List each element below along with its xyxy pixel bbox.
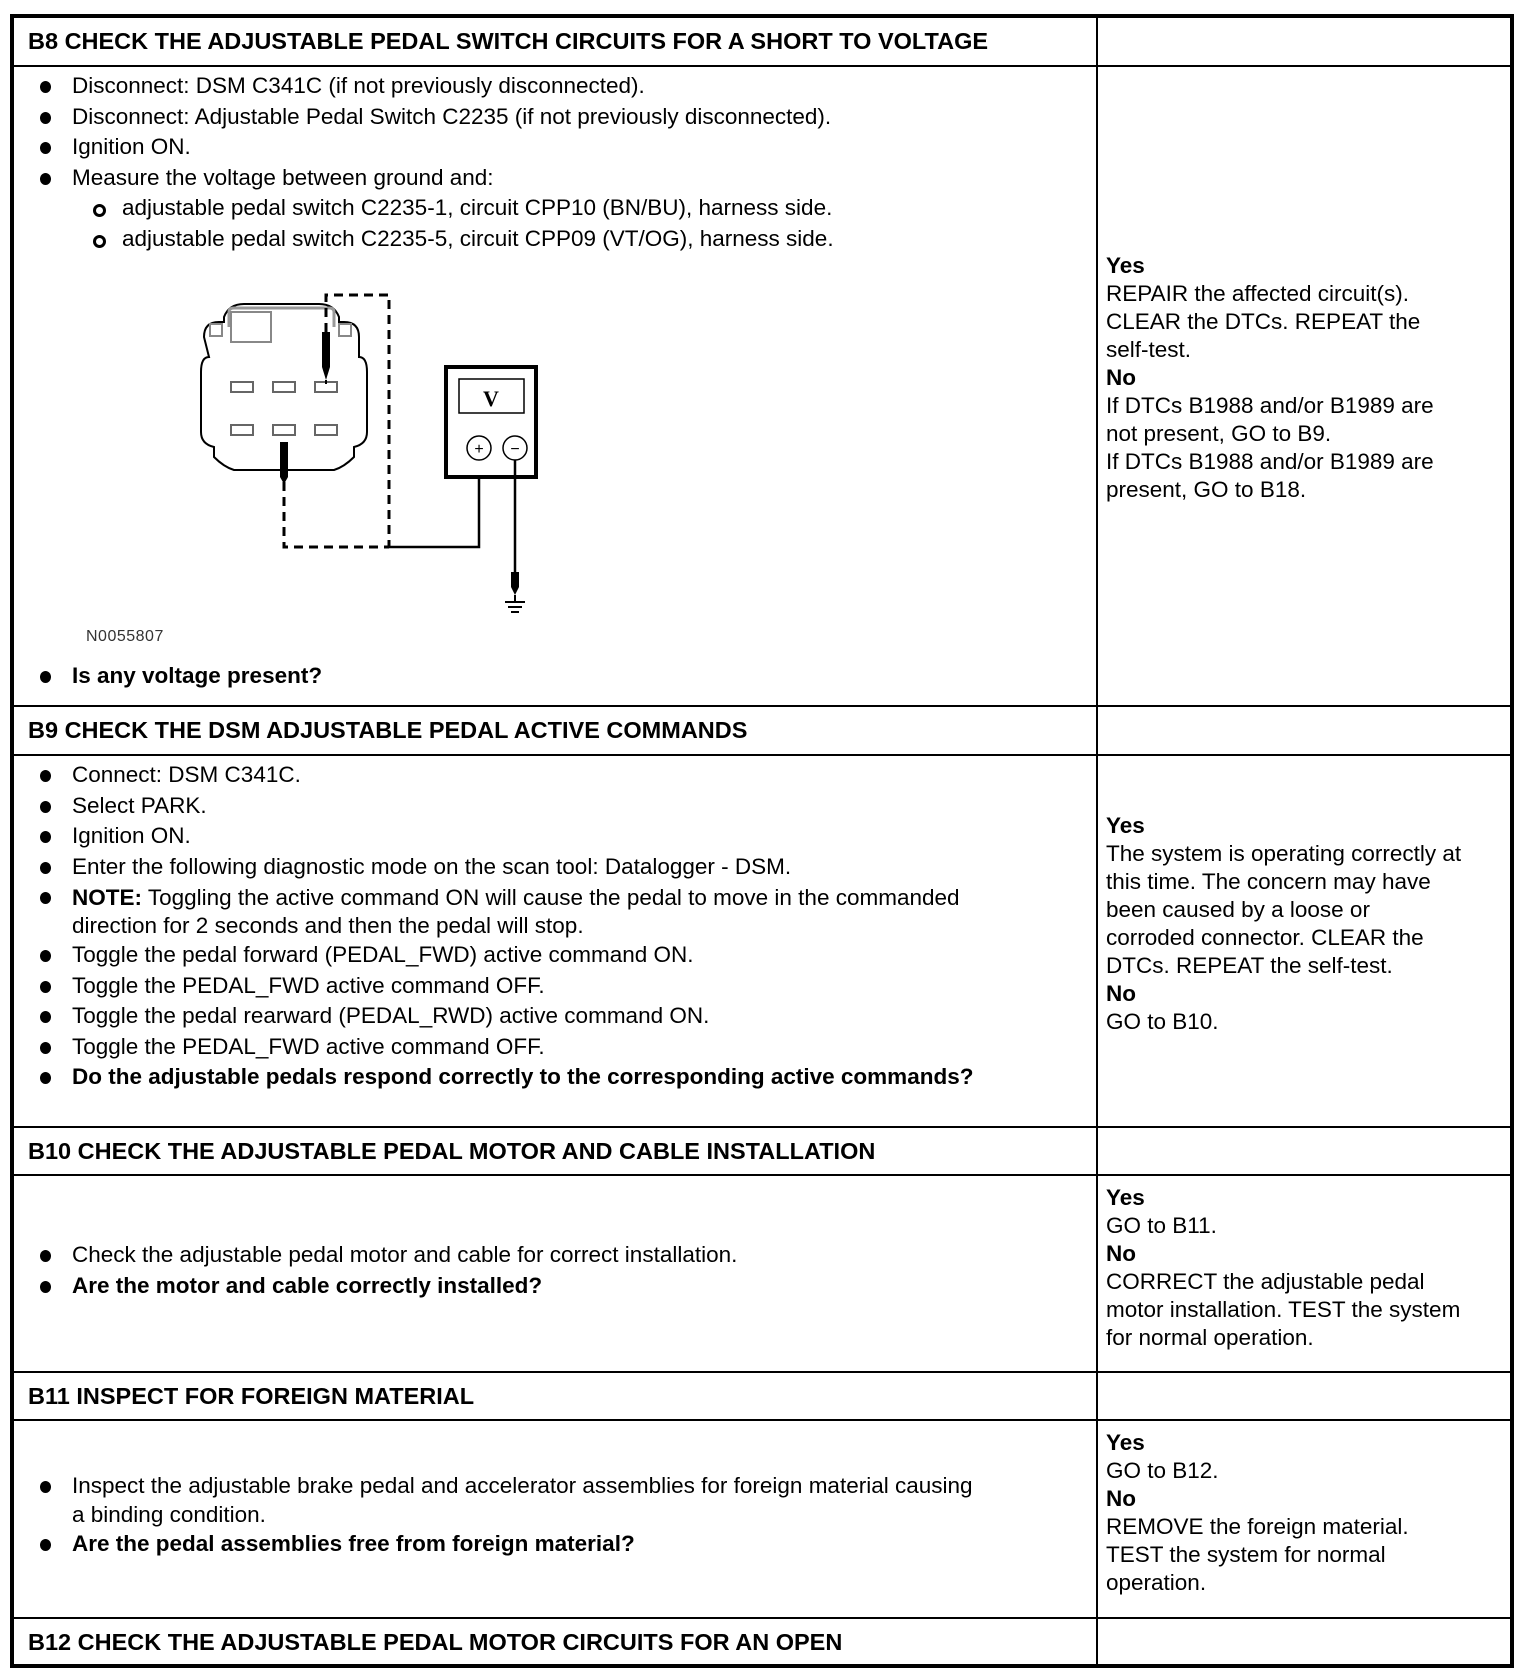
yes-text: CLEAR the DTCs. REPEAT the [1106,309,1421,334]
question-text: Do the adjustable pedals respond correctly to the corresponding active commands? [72,1064,974,1089]
step-text: Toggle the pedal rearward (PEDAL_RWD) active command ON. [72,1003,710,1028]
bullet-icon [40,1539,51,1551]
b12-header-cell [14,1619,1098,1664]
step-text: Enter the following diagnostic mode on the scan tool: Datalogger - DSM. [72,853,792,879]
list-item [14,821,1096,852]
meter-label: V [483,386,499,411]
yes-text: GO to B12. [1106,1458,1219,1483]
question-text: Is any voltage present? [72,663,323,688]
step-text: Disconnect: DSM C341C (if not previously disconnected). [72,73,645,98]
list-item [14,940,1096,971]
no-text: If DTCs B1988 and/or B1989 are [1106,449,1434,474]
bullet-icon [40,142,51,154]
bullet-icon [40,1072,51,1084]
b9-result-cell [1098,756,1510,1126]
b8-steps-cell [14,67,1098,705]
substep-text: adjustable pedal switch C2235-1, circuit CPP10 (BN/BU), harness side. [122,195,833,220]
probe-icon [322,332,330,380]
list-item [14,163,1096,194]
step-text: Toggle the PEDAL_FWD active command OFF. [72,1033,545,1059]
b12-header-row [14,1619,1510,1664]
bullet-icon [40,81,51,93]
b11-result-cell [1098,1421,1510,1617]
bullet-icon [40,173,51,185]
bullet-icon [40,892,51,904]
list-item [14,132,1096,163]
bullet-icon [40,981,51,993]
no-text: for normal operation. [1106,1325,1314,1350]
ground-symbol-icon [505,595,525,612]
yes-text: self-test. [1106,337,1192,362]
step-text: Inspect the adjustable brake pedal and accelerator assemblies for foreign material causing [72,1473,973,1498]
list-item [14,193,1096,224]
note-label: NOTE: [72,885,142,910]
no-text: REMOVE the foreign material. [1106,1514,1409,1539]
no-text: CORRECT the adjustable pedal [1106,1269,1425,1294]
no-text: not present, GO to B9. [1106,421,1332,446]
no-label: No [1106,1241,1136,1266]
b8-header-result-cell [1098,18,1510,65]
b11-answers [1098,1429,1409,1597]
b10-result-cell [1098,1176,1510,1371]
list-item [14,1062,1096,1093]
list-item [14,71,1096,102]
yes-text: The system is operating correctly at [1106,841,1462,866]
bullet-icon [40,801,51,813]
b9-header-result-cell [1098,707,1510,754]
no-label: No [1106,1486,1136,1511]
step-text: Ignition ON. [72,823,191,848]
list-item [14,791,1096,822]
yes-text: this time. The concern may have [1106,869,1431,894]
diagnostic-table [10,14,1514,1668]
no-text: motor installation. TEST the system [1106,1297,1461,1322]
meter-plus: + [474,441,484,458]
yes-label: Yes [1106,813,1145,838]
yes-text: been caused by a loose or [1106,897,1370,922]
list-item [14,102,1096,133]
b11-step-list [14,1471,1096,1560]
list-item [14,882,1096,940]
list-item [14,852,1096,883]
list-item [14,1529,1096,1560]
b12-header-result-cell [1098,1619,1510,1664]
bullet-icon [40,862,51,874]
note-text: direction for 2 seconds and then the pedal will stop. [72,913,584,938]
b9-header-row [14,707,1510,756]
b9-steps-cell [14,756,1098,1126]
b11-header-cell [14,1373,1098,1419]
no-text: If DTCs B1988 and/or B1989 are [1106,393,1434,418]
b10-header-cell [14,1128,1098,1174]
b8-substep-list [14,193,1096,254]
b11-steps-cell [14,1421,1098,1617]
figure-id: N0055807 [86,628,164,645]
yes-text: REPAIR the affected circuit(s). [1106,281,1410,306]
bullet-icon [40,671,51,683]
yes-text: GO to B11. [1106,1213,1217,1238]
list-item [14,224,1096,255]
b9-title: B9 CHECK THE DSM ADJUSTABLE PEDAL ACTIVE COMMANDS [28,717,748,743]
b11-header-row [14,1373,1510,1421]
question-text: Are the pedal assemblies free from foreign material? [72,1531,635,1556]
circle-bullet-icon [93,204,106,217]
no-text: operation. [1106,1570,1207,1595]
b8-header-cell [14,18,1098,65]
b11-body-row [14,1421,1510,1619]
question-text: Are the motor and cable correctly installed? [72,1272,543,1298]
list-item [14,1471,1096,1529]
b8-answers [1098,252,1434,504]
bullet-icon [40,1250,51,1262]
b9-body-row [14,756,1510,1128]
b10-header-result-cell [1098,1128,1510,1174]
b10-title: B10 CHECK THE ADJUSTABLE PEDAL MOTOR AND CABLE INSTALLATION [28,1138,876,1164]
step-text: Connect: DSM C341C. [72,762,301,787]
yes-label: Yes [1106,253,1145,278]
b8-body-row [14,67,1510,707]
note-text: Toggling the active command ON will cause the pedal to move in the commanded [142,885,960,910]
step-text: Check the adjustable pedal motor and cable for correct installation. [72,1242,738,1267]
b10-steps-cell [14,1176,1098,1371]
probe-icon [511,572,519,595]
step-text: Toggle the PEDAL_FWD active command OFF. [72,972,545,998]
b9-step-list [14,756,1096,1093]
no-text: TEST the system for normal [1106,1542,1386,1567]
bullet-icon [40,831,51,843]
no-text: present, GO to B18. [1106,477,1307,502]
b10-header-row [14,1128,1510,1176]
bullet-icon [40,1042,51,1054]
step-text: a binding condition. [72,1502,266,1527]
b8-result-cell [1098,67,1510,705]
list-item [14,1032,1096,1063]
b9-header-cell [14,707,1098,754]
b8-title: B8 CHECK THE ADJUSTABLE PEDAL SWITCH CIRCUITS FOR A SHORT TO VOLTAGE [28,28,989,54]
list-item [14,1240,1096,1271]
yes-text: corroded connector. CLEAR the [1106,925,1424,950]
yes-label: Yes [1106,1185,1145,1210]
circle-bullet-icon [93,235,106,248]
list-item [14,1271,1096,1302]
yes-label: Yes [1106,1430,1145,1455]
probe-icon [280,442,288,484]
list-item [14,971,1096,1002]
b8-question-list [14,661,1096,692]
b11-header-result-cell [1098,1373,1510,1419]
voltmeter-icon [446,367,536,477]
step-text: Measure the voltage between ground and: [72,164,494,190]
bullet-icon [40,950,51,962]
step-text: Toggle the pedal forward (PEDAL_FWD) active command ON. [72,942,694,967]
b11-title: B11 INSPECT FOR FOREIGN MATERIAL [28,1383,475,1409]
b10-body-row [14,1176,1510,1373]
list-item [14,1001,1096,1032]
b12-title: B12 CHECK THE ADJUSTABLE PEDAL MOTOR CIRCUITS FOR AN OPEN [28,1629,843,1655]
substep-text: adjustable pedal switch C2235-5, circuit CPP09 (VT/OG), harness side. [122,225,834,251]
bullet-icon [40,770,51,782]
step-text: Disconnect: Adjustable Pedal Switch C2235 (if not previously disconnected). [72,103,832,129]
no-text: GO to B10. [1106,1009,1219,1034]
step-text: Select PARK. [72,792,207,818]
bullet-icon [40,1481,51,1493]
yes-text: DTCs. REPEAT the self-test. [1106,953,1393,978]
no-label: No [1106,365,1136,390]
b8-header-row [14,18,1510,67]
no-label: No [1106,981,1136,1006]
b8-step-list [14,67,1096,193]
meter-minus: − [510,441,520,458]
b10-answers [1098,1184,1460,1352]
b10-step-list [14,1240,1096,1301]
bullet-icon [40,1011,51,1023]
list-item [14,661,1096,692]
b9-answers [1098,812,1461,1036]
step-text: Ignition ON. [72,134,191,159]
list-item [14,760,1096,791]
voltmeter-connector-diagram [174,282,574,622]
bullet-icon [40,112,51,124]
bullet-icon [40,1281,51,1293]
